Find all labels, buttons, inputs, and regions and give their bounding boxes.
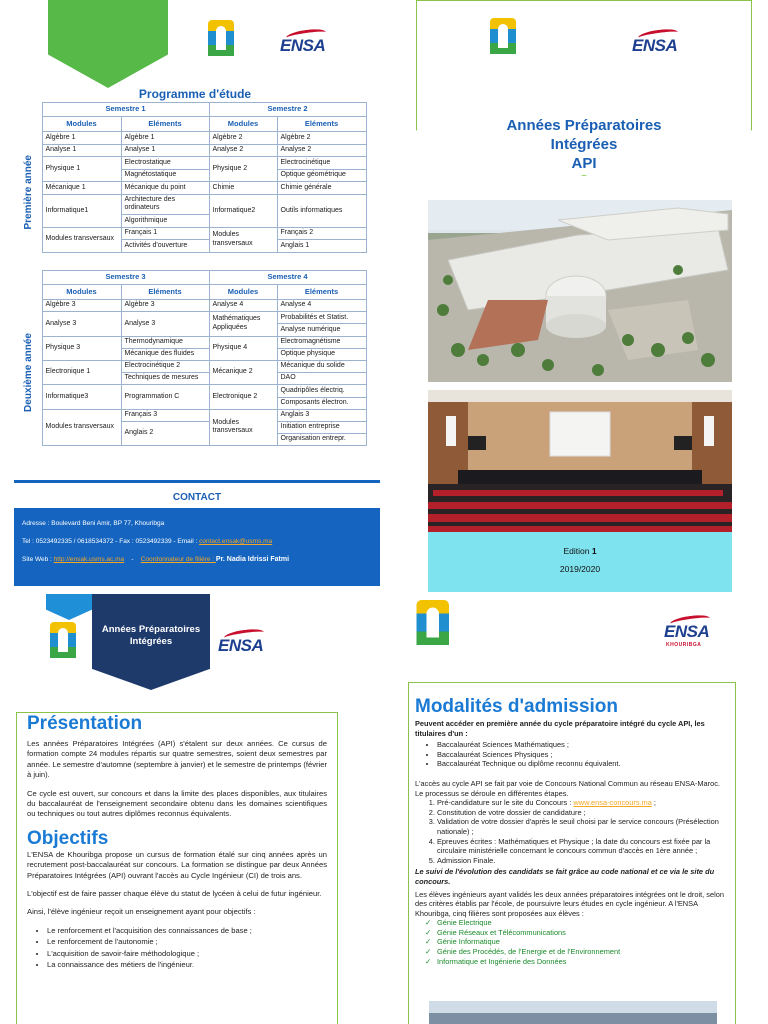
contact-site-row: Site Web : http://ensak.usms.ac.ma - Coordonnateur de filière : Pr. Nadia Idrissi Fatmi <box>22 556 290 563</box>
list-item: • L'acquisition de savoir-faire méthodologique ; <box>47 949 327 959</box>
objectives-paragraph-3: Ainsi, l'élève ingénieur reçoit un enseignement ayant pour objectifs : <box>27 907 256 917</box>
list-item: 1. Pré-candidature sur le site du Concours : www.ensa-concours.ma ; <box>437 798 729 808</box>
admission-section <box>408 682 736 1024</box>
edition-year: 2019/2020 <box>559 564 601 574</box>
module-cell: Informatique2 <box>209 194 277 227</box>
edition-box <box>428 532 732 592</box>
objectives-paragraph-2: L'objectif est de faire passer chaque élève du statut de lycéen à celui de futur ingénieur. <box>27 889 322 899</box>
edition-label: Edition <box>563 546 592 556</box>
module-cell: Analyse 1 <box>42 144 121 157</box>
list-item: ✓ Génie des Procédés, de l'Energie et de l'Environnement <box>437 947 729 957</box>
element-cell: Algorithmique <box>121 214 209 227</box>
ensa-logo-text: ENSA <box>632 36 678 55</box>
table-row <box>16 409 366 421</box>
module-cell: Physique 2 <box>209 157 277 182</box>
university-emblem-icon <box>208 20 234 56</box>
cover-title-line2: Intégrées <box>550 136 618 153</box>
module-cell: Mathématiques Appliquées <box>209 312 277 336</box>
element-cell: Algèbre 2 <box>277 132 366 145</box>
bac-list <box>437 740 729 769</box>
university-logo <box>198 20 246 76</box>
list-item: ✓ Génie Informatique <box>437 937 729 947</box>
list-item: • Le renforcement et l'acquisition des connaissances de base ; <box>47 926 327 936</box>
element-cell: Programmation C <box>121 385 209 409</box>
module-cell: Modules transversaux <box>42 409 121 446</box>
list-item: • Baccalauréat Sciences Physiques ; <box>437 750 729 760</box>
objectives-list <box>47 926 327 971</box>
element-cell: Analyse numérique <box>277 324 366 336</box>
bottom-photo-strip <box>429 1001 717 1024</box>
list-item: 2. Constitution de votre dossier de candidature ; <box>437 808 729 818</box>
element-cell: Chimie générale <box>277 182 366 195</box>
table-row <box>16 144 366 157</box>
programme-title: Programme d'étude <box>138 87 252 101</box>
element-cell: Français 2 <box>277 227 366 240</box>
contact-address: Adresse : Boulevard Beni Amir, BP 77, Khouribga <box>22 520 165 527</box>
table-row <box>16 336 366 348</box>
table-row <box>16 182 366 195</box>
green-hexagon-decoration <box>48 0 168 88</box>
contact-box <box>14 508 380 586</box>
filieres-list <box>437 918 729 966</box>
table-row <box>16 360 366 372</box>
list-item: ✓ Informatique et Ingénierie des Données <box>437 957 729 967</box>
module-cell: Mécanique 2 <box>209 360 277 384</box>
element-cell: Optique géométrique <box>277 169 366 182</box>
coordinator-name: Pr. Nadia Idrissi Fatmi <box>215 556 290 563</box>
elements-col-header: Eléments <box>277 117 366 132</box>
ensa-logo <box>664 616 734 656</box>
element-cell: Thermodynamique <box>121 336 209 348</box>
campus-aerial-photo <box>428 200 732 382</box>
banner-title-line2: Intégrées <box>129 636 173 647</box>
ensa-logo <box>632 30 692 70</box>
ensa-logo <box>218 630 278 670</box>
table-row <box>16 227 366 240</box>
module-cell: Algèbre 3 <box>42 300 121 312</box>
module-cell: Electronique 2 <box>209 385 277 409</box>
semester-1-header: Semestre 1 <box>42 103 209 117</box>
modules-col-header: Modules <box>42 285 121 300</box>
contact-title: CONTACT <box>14 480 380 503</box>
element-cell: Analyse 4 <box>277 300 366 312</box>
cover-title-line1: Années Préparatoires <box>506 117 662 134</box>
module-cell: Mécanique 1 <box>42 182 121 195</box>
presentation-paragraph-2: Ce cycle est ouvert, sur concours et dans la limite des places disponibles, aux titulaires du baccalauréat de l'enseignement secondaire obtenu dans les domaines scientifiques ou techniques ou tout autres diplômes reconnus équivalents. <box>27 788 327 819</box>
modules-col-header: Modules <box>209 285 277 300</box>
element-cell: Optique physique <box>277 348 366 360</box>
element-cell: Magnétostatique <box>121 169 209 182</box>
banner-title-line1: Années Préparatoires <box>101 624 201 635</box>
table-row <box>16 385 366 397</box>
element-cell: Français 1 <box>121 227 209 240</box>
semester-4-header: Semestre 4 <box>209 271 366 285</box>
element-cell: Anglais 1 <box>277 240 366 253</box>
element-cell: DAO <box>277 373 366 385</box>
module-cell: Physique 1 <box>42 157 121 182</box>
module-cell: Analyse 3 <box>42 312 121 336</box>
module-cell: Physique 4 <box>209 336 277 360</box>
module-cell: Electronique 1 <box>42 360 121 384</box>
university-logo <box>40 622 88 678</box>
cover-title <box>416 116 752 173</box>
table-row <box>16 300 366 312</box>
modules-col-header: Modules <box>42 117 121 132</box>
element-cell: Algèbre 3 <box>121 300 209 312</box>
year-label: Première année <box>22 154 34 230</box>
ensa-logo-text: ENSA <box>664 622 710 641</box>
table-row <box>16 132 366 145</box>
list-item: 3. Validation de votre dossier d'après le seuil choisi par le service concours (Présélection nationale) ; <box>437 817 729 836</box>
edition-number: 1 <box>591 546 597 556</box>
university-emblem-icon <box>417 600 450 645</box>
module-cell: Analyse 2 <box>209 144 277 157</box>
year-label: Deuxième année <box>22 333 34 413</box>
element-cell: Electromagnétisme <box>277 336 366 348</box>
curriculum-table-year1 <box>16 102 367 253</box>
module-cell: Algèbre 2 <box>209 132 277 145</box>
element-cell: Composants électron. <box>277 397 366 409</box>
university-emblem-icon <box>50 622 76 658</box>
list-item: • La connaissance des métiers de l'ingénieur. <box>47 960 327 970</box>
element-cell: Anglais 3 <box>277 409 366 421</box>
element-cell: Mécanique des fluides <box>121 348 209 360</box>
university-logo-large <box>404 600 479 688</box>
contact-phones: Tel : 0523492335 / 0618534372 - Fax : 0523492339 - Email : <box>22 538 200 545</box>
concours-link[interactable]: www.ensa-concours.ma <box>573 798 652 808</box>
module-cell: Algèbre 1 <box>42 132 121 145</box>
access-paragraph: L'accès au cycle API se fait par voie de Concours National Commun au réseau ENSA-Maroc. Le processus se déroule en différentes étapes. <box>415 778 720 798</box>
module-cell: Chimie <box>209 182 277 195</box>
semester-2-header: Semestre 2 <box>209 103 366 117</box>
table-row <box>16 312 366 324</box>
element-cell: Français 3 <box>121 409 209 421</box>
list-item: • Baccalauréat Technique ou diplôme reconnu équivalent. <box>437 759 729 769</box>
list-item: 4. Epreuves écrites : Mathématiques et Physique ; la date du concours est fixée par la circulaire ministérielle concernant le concours commun d'accès en 1ère année ; <box>437 837 729 856</box>
module-cell: Modules transversaux <box>42 227 121 252</box>
curriculum-table-year2 <box>16 270 367 446</box>
element-cell: Analyse 2 <box>277 144 366 157</box>
element-cell: Anglais 2 <box>121 421 209 445</box>
amphitheater-photo <box>428 390 732 532</box>
element-cell: Quadripôles électriq. <box>277 385 366 397</box>
ensa-logo <box>280 30 340 70</box>
module-cell: Modules transversaux <box>209 227 277 252</box>
element-cell: Initiation entreprise <box>277 421 366 433</box>
modules-col-header: Modules <box>209 117 277 132</box>
table-row <box>16 157 366 170</box>
students-paragraph: Les élèves ingénieurs ayant validés les deux années préparatoires intégrées ont le droit, selon des critères établis par l'école, de poursuivre leurs études en cycle ingénieur. A l'ENSA Khouribga, cinq filières sont proposées aux élèves : <box>415 889 724 918</box>
list-item: • Le renforcement de l'autonomie ; <box>47 937 327 947</box>
list-item: 5. Admission Finale. <box>437 856 729 866</box>
module-cell: Informatique3 <box>42 385 121 409</box>
cover-title-line3: API <box>571 155 597 172</box>
objectives-paragraph-1: L'ENSA de Khouribga propose un cursus de formation étalé sur cinq années après un recrutement post-baccalauréat sur concours. La formation se distingue par deux Années Préparatoires Intégrées (API) ouvrant l'accès au Cycle Ingénieur (CI) de trois ans. <box>27 849 327 880</box>
list-item: • Baccalauréat Sciences Mathématiques ; <box>437 740 729 750</box>
element-cell: Algèbre 1 <box>121 132 209 145</box>
element-cell: Architecture des ordinateurs <box>121 194 209 214</box>
followup-note: Le suivi de l'évolution des candidats se fait grâce au code national et ce via le site du concours. <box>415 867 715 886</box>
element-cell: Analyse 1 <box>121 144 209 157</box>
semester-3-header: Semestre 3 <box>42 271 209 285</box>
element-cell: Mécanique du point <box>121 182 209 195</box>
presentation-section <box>16 712 338 1024</box>
list-item: ✓ Génie Réseaux et Télécommunications <box>437 928 729 938</box>
presentation-paragraph-1: Les années Préparatoires Intégrées (API) s'étalent sur deux années. Ce cursus de formation compte 24 modules répartis sur quatre semestres, soient deux semestres par année. Le semestre d'automne (septembre à janvier) et le semestre de printemps (février à juin). <box>27 739 327 780</box>
ensa-logo-text: ENSA <box>218 636 264 655</box>
element-cell: Mécanique du solide <box>277 360 366 372</box>
module-cell: Physique 3 <box>42 336 121 360</box>
element-cell: Electrocinétique <box>277 157 366 170</box>
element-cell: Probabilités et Statist. <box>277 312 366 324</box>
blue-hexagon-decoration <box>46 594 92 620</box>
element-cell: Organisation entrepr. <box>277 434 366 446</box>
table-row <box>16 194 366 214</box>
element-cell: Activités d'ouverture <box>121 240 209 253</box>
objectives-heading: Objectifs <box>27 827 109 849</box>
admission-intro: Peuvent accéder en première année du cycle préparatoire intégré du cycle API, les titulaires d'un : <box>415 719 705 738</box>
steps-list <box>437 798 729 865</box>
site-label: Site Web : <box>22 556 54 563</box>
module-cell: Analyse 4 <box>209 300 277 312</box>
university-logo <box>480 18 528 74</box>
contact-phones-row <box>22 538 372 556</box>
site-web-link[interactable]: http://ensak.usms.ac.ma <box>53 556 125 563</box>
ensa-logo-text: ENSA <box>280 36 326 55</box>
element-cell: Techniques de mesures <box>121 373 209 385</box>
ensa-city-text: KHOURIBGA <box>666 642 702 648</box>
element-cell: Electrostatique <box>121 157 209 170</box>
elements-col-header: Eléments <box>121 117 209 132</box>
module-cell: Modules transversaux <box>209 409 277 446</box>
university-emblem-icon <box>490 18 516 54</box>
element-cell: Outils informatiques <box>277 194 366 227</box>
elements-col-header: Eléments <box>277 285 366 300</box>
element-cell: Analyse 3 <box>121 312 209 336</box>
list-item: ✓ Génie Electrique <box>437 918 729 928</box>
element-cell: Electrocinétique 2 <box>121 360 209 372</box>
contact-email-link[interactable]: contact.ensak@usms.ma <box>199 538 273 545</box>
presentation-heading: Présentation <box>27 713 143 734</box>
module-cell: Informatique1 <box>42 194 121 227</box>
coordinator-label: Coordonnateur de filière : <box>140 556 216 563</box>
elements-col-header: Eléments <box>121 285 209 300</box>
banner-title <box>92 624 210 648</box>
admission-heading: Modalités d'admission <box>415 696 618 717</box>
